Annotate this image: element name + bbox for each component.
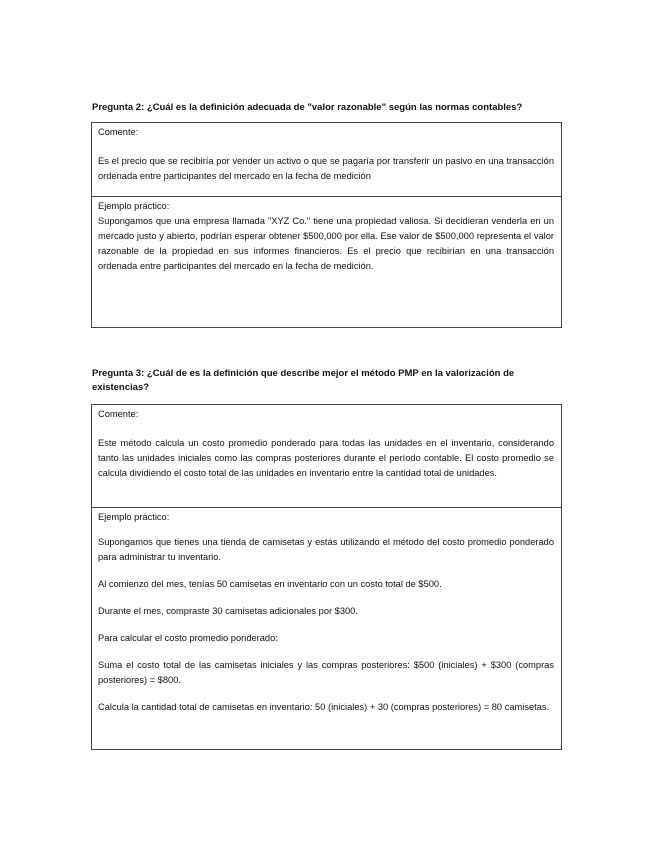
example-label: Ejemplo práctico: xyxy=(98,201,170,211)
question-2-example-cell xyxy=(92,196,561,274)
question-3-comment-cell xyxy=(92,405,561,507)
example-paragraph: Al comienzo del mes, tenías 50 camisetas en inventario con un costo total de $500. xyxy=(98,579,442,589)
question-2-table xyxy=(91,122,562,328)
question-2-comment-cell xyxy=(92,123,561,196)
question-2-title: Pregunta 2: ¿Cuál es la definición adecuada de "valor razonable" según las normas contables? xyxy=(92,102,523,113)
example-paragraph: Supongamos que tienes una tienda de camisetas y estás utilizando el método del costo promedio ponderado para administrar tu inventario. xyxy=(98,537,554,562)
question-3-example-cell xyxy=(92,507,561,715)
example-paragraph: Durante el mes, compraste 30 camisetas adicionales por $300. xyxy=(98,606,358,616)
comment-text: Este método calcula un costo promedio ponderado para todas las unidades en el inventario, considerando tanto las unidades iniciales como las compras posteriores durante el período contable. El costo promedio se calcula dividiendo el costo total de las unidades en inventario entre la cantidad total de unidades. xyxy=(98,438,554,478)
question-3-table xyxy=(91,404,562,750)
comment-label: Comente: xyxy=(98,409,139,419)
example-paragraph: Suma el costo total de las camisetas iniciales y las compras posteriores: $500 (iniciales) + $300 (compras posteriores) = $800. xyxy=(98,660,554,685)
example-text: Supongamos que una empresa llamada "XYZ Co." tiene una propiedad valiosa. Si decidieran venderla en un mercado justo y abierto, podrían esperar obtener $500,000 por ella. Ese valor de $500,000 representa el valor razonable de la propiedad en sus informes financieros. Es el precio que recibirían en una transacción ordenada entre participantes del mercado en la fecha de medición. xyxy=(98,216,554,271)
example-paragraph: Para calcular el costo promedio ponderado: xyxy=(98,633,278,643)
example-paragraph: Calcula la cantidad total de camisetas en inventario: 50 (iniciales) + 30 (compras posteriores) = 80 camisetas. xyxy=(98,702,550,712)
comment-text: Es el precio que se recibiría por vender un activo o que se pagaría por transferir un pasivo en una transacción ordenada entre participantes del mercado en la fecha de medición xyxy=(98,156,554,181)
comment-label: Comente: xyxy=(98,127,139,137)
question-3-title: Pregunta 3: ¿Cuál de es la definición que describe mejor el método PMP en la valorización de existencias? xyxy=(92,368,515,393)
example-label: Ejemplo práctico: xyxy=(98,512,170,522)
